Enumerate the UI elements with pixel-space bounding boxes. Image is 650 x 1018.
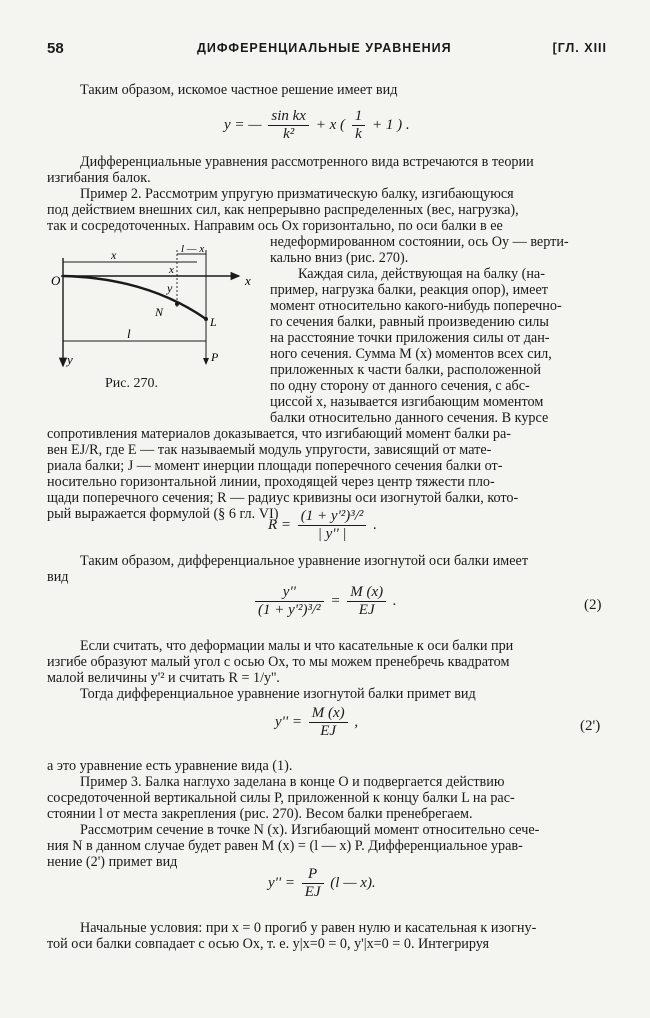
running-header [47,38,607,60]
example-2-heading: Пример 2. Рассмотрим упругую призматическую балку, изгибающуюся [80,186,514,202]
text-line: Таким образом, искомое частное решение имеет вид [80,82,398,98]
text-line: кально вниз (рис. 270). [270,250,409,266]
page-number: 58 [47,40,64,57]
equation-number-2: (2) [584,597,602,613]
label-n: N [155,305,164,319]
text-line: сосредоточенной вертикальной силы P, приложенной к концу балки L на рас- [47,790,515,806]
text-line: сопротивления материалов доказывается, что изгибающий момент балки ра- [47,426,512,442]
formula-2-prime: y'' = $\frac{M (x)}{EJ}$ , [275,705,359,739]
chapter-ref: [ГЛ. XIII [552,41,607,55]
text-line: балки относительно данного сечения. В курсе [270,410,549,426]
chapter-title: ДИФФЕРЕНЦИАЛЬНЫЕ УРАВНЕНИЯ [197,41,452,55]
label-y-small: y [167,281,173,295]
point-n [175,302,179,306]
text-line: на расстояние точки приложения силы от дан- [270,330,550,346]
example-3-heading: Пример 3. Балка наглухо заделана в конце O и подвергается действию [80,774,505,790]
text-line: Дифференциальные уравнения рассмотренного вида встречаются в теории [80,154,534,170]
text-line: приложенных к части балки, расположенной [270,362,541,378]
text-line: по одну сторону от данного сечения, с абс- [270,378,530,394]
text-line: Каждая сила, действующая на балку (на- [298,266,545,282]
label-x-top: x [111,248,117,262]
text-line: так и сосредоточенных. Направим ось Ox горизонтально, по оси балки в ее [47,218,503,234]
text-line: вид [47,569,69,585]
text-line: Тогда дифференциальное уравнение изогнутой балки примет вид [80,686,476,702]
text-line: ного сечения. Сумма M (x) моментов всех сил, [270,346,552,362]
text-line: Если считать, что деформации малы и что касательные к оси балки при [80,638,514,654]
text-line: щади поперечного сечения; R — радиус кривизны оси изогнутой балки, кото- [47,490,519,506]
figure-270 [47,240,262,370]
text-line: Таким образом, дифференциальное уравнение изогнутой оси балки имеет [80,553,529,569]
equation-number-2-prime: (2') [580,718,601,734]
label-o: O [51,273,61,288]
beam-curve [63,276,206,319]
text-line: Рассмотрим сечение в точке N (x). Изгибающий момент относительно сече- [80,822,540,838]
text-line: изгибания балок. [47,170,151,186]
text-line: вен EJ/R, где E — так называемый модуль упругости, зависящий от мате- [47,442,492,458]
point-l [204,317,208,321]
label-p: P [211,350,219,364]
text-line: го сечения балки, равный произведению силы [270,314,549,330]
text-line: рый выражается формулой (§ 6 гл. VI) [47,506,279,522]
text-line: той оси балки совпадает с осью Ox, т. е. y|x=0 = 0, y'|x=0 = 0. Интегрируя [47,936,490,952]
formula-example-3: y'' = $\frac{P}{EJ}$ (l — x). [268,866,376,900]
text-line: циссой x, называется изгибающим моментом [270,394,544,410]
text-line: под действием внешних сил, как непрерывно распределенных (вес, нагрузка), [47,202,519,218]
formula-2: $\frac{y''}{\text{(1 + y'²)³/²}}$ = $\frac{M (x)}{EJ}$ . [252,584,397,619]
text-line: Начальные условия: при x = 0 прогиб y равен нулю и касательная к изогну- [80,920,537,936]
text-line: ния N в данном случае будет равен M (x) = (l — x) P. Дифференциальное урав- [47,838,523,854]
label-l: l [127,326,131,341]
text-line: нение (2') примет вид [47,854,178,870]
text-line: малой величины y'² и считать R = 1/y''. [47,670,280,686]
formula-radius-curvature: R = $\frac{\text{(1 + y'²)³/²}}{| y'' |}$ . [268,508,377,542]
label-x-axis: x [245,273,251,288]
label-x-small: x [169,264,174,276]
text-line: стоянии l от места закрепления (рис. 270). Весом балки пренебрегаем. [47,806,473,822]
text-line: пример, нагрузка балки, реакция опор), имеет [270,282,548,298]
figure-caption: Рис. 270. [105,376,158,391]
text-line: носительно горизонтальной линии, проходящей через центр тяжести пло- [47,474,495,490]
text-line: момент относительно какого-нибудь поперечно- [270,298,562,314]
text-line: риала балки; J — момент инерции площади поперечного сечения балки от- [47,458,503,474]
text-line: а это уравнение есть уравнение вида (1). [47,758,293,774]
formula-particular-solution: y = — $\frac{\text{sin kx}}{\text{k²}}$ + x ( $\frac{1}{k}$ + 1 ) . [224,108,410,142]
text-line: недеформированном состоянии, ось Oy — верти- [270,234,569,250]
label-l-point: L [210,315,217,329]
label-l-minus-x: l — x [181,243,205,255]
text-line: изгибе образуют малый угол с осью Ox, то мы можем пренебречь квадратом [47,654,510,670]
label-y-axis: y [67,352,73,367]
